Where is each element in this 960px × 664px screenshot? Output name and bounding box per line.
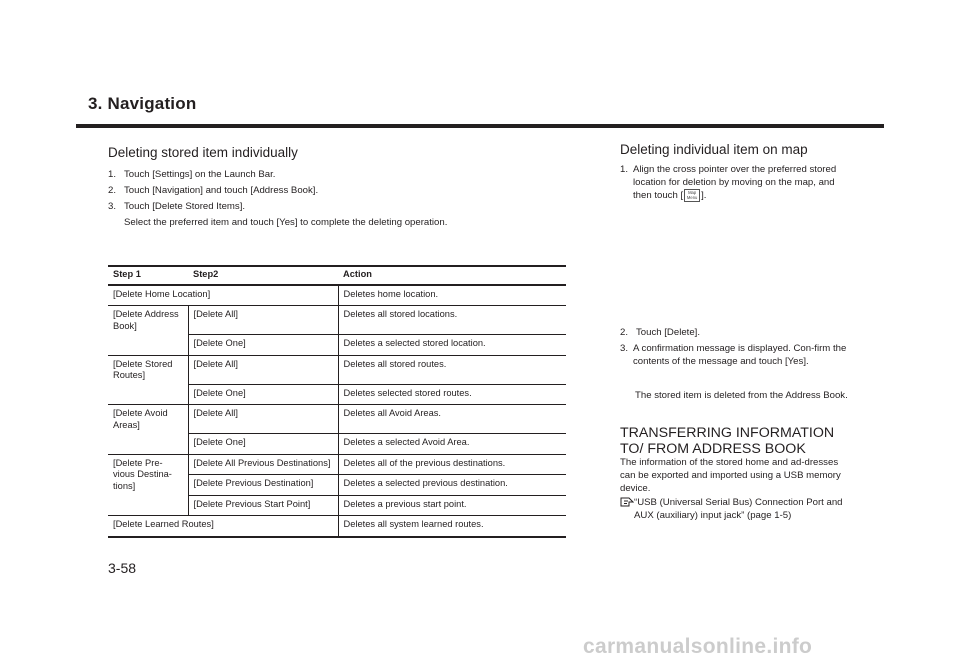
table-cell: [Delete All] [188, 355, 338, 384]
reference-icon [620, 496, 634, 511]
table-cell: [Delete Home Location] [108, 285, 338, 306]
cross-reference [620, 496, 853, 522]
watermark: carmanualsonline.info [583, 635, 813, 658]
table-header-step2: Step2 [188, 266, 338, 285]
table-cell: [Delete All] [188, 405, 338, 434]
table-header-step1: Step 1 [108, 266, 188, 285]
right-section-heading: Deleting individual item on map [620, 142, 808, 157]
table-row [108, 516, 566, 537]
right-step-1-text-b: ]. [701, 190, 707, 202]
cross-reference-text: “USB (Universal Serial Bus) Connection Port and AUX (auxiliary) input jack” (page 1-5) [634, 497, 843, 521]
left-step-1-text: Touch [Settings] on the Launch Bar. [124, 169, 276, 180]
right-step-2-number: 2. [620, 327, 629, 338]
right-step-1 [620, 163, 852, 202]
table-row [108, 405, 566, 434]
table-cell: Deletes all Avoid Areas. [338, 405, 566, 434]
delete-items-table [108, 265, 566, 538]
left-step-3 [108, 200, 245, 213]
table-row [108, 355, 566, 384]
page-number: 3-58 [108, 560, 137, 576]
left-step-1 [108, 168, 275, 181]
map-menu-icon-line-1: Map [688, 190, 697, 195]
table-cell: [Delete Avoid Areas] [108, 405, 188, 455]
table-cell: [Delete All] [188, 306, 338, 335]
left-step-3-text: Touch [Delete Stored Items]. [124, 201, 246, 212]
table-row [108, 454, 566, 475]
reference-icon-svg [620, 496, 634, 507]
transfer-paragraph: The information of the stored home and ad-dresses can be exported and imported using a USB memory device. [620, 457, 841, 494]
table-cell: [Delete Stored Routes] [108, 355, 188, 405]
table-cell: Deletes all stored locations. [338, 306, 566, 335]
table-cell: Deletes all of the previous destinations. [338, 454, 566, 475]
right-step-3-text: A confirmation message is displayed. Con-firm the contents of the message and touch [Yes]. [633, 343, 847, 367]
table-cell: [Delete Previous Destination] [188, 475, 338, 496]
table-cell: [Delete Previous Start Point] [188, 495, 338, 516]
table-header-action: Action [338, 266, 566, 285]
transfer-section-heading: TRANSFERRING INFORMATION TO/ FROM ADDRESS BOOK [620, 425, 835, 457]
table-cell: Deletes all system learned routes. [338, 516, 566, 537]
table-row [108, 306, 566, 335]
right-step-2 [620, 326, 700, 339]
map-menu-icon [684, 189, 700, 202]
chapter-title: 3. Navigation [88, 94, 197, 113]
table-cell: [Delete One] [188, 384, 338, 405]
table-cell: [Delete All Previous Destinations] [188, 454, 338, 475]
table-cell: [Delete One] [188, 335, 338, 356]
table-row [108, 285, 566, 306]
table-cell: [Delete Pre-vious Destina-tions] [108, 454, 188, 516]
right-step-2-text: Touch [Delete]. [636, 327, 700, 338]
right-step-1-text-a: Align the cross pointer over the preferred stored location for deletion by moving on the map, and then touch [ [633, 164, 837, 202]
table-cell: Deletes a selected Avoid Area. [338, 434, 566, 455]
table-cell: [Delete One] [188, 434, 338, 455]
table-cell: Deletes a previous start point. [338, 495, 566, 516]
left-step-3-sub: Select the preferred item and touch [Yes] to complete the deleting operation. [124, 217, 448, 228]
right-step-3-sub: The stored item is deleted from the Address Book. [635, 390, 848, 401]
table-cell: Deletes all stored routes. [338, 355, 566, 384]
left-step-1-number: 1. [108, 169, 117, 180]
left-step-2-text: Touch [Navigation] and touch [Address Book]. [124, 185, 319, 196]
table-cell: [Delete Address Book] [108, 306, 188, 356]
left-step-2-number: 2. [108, 185, 117, 196]
table-cell: Deletes selected stored routes. [338, 384, 566, 405]
table-header-row [108, 266, 566, 285]
left-section-heading: Deleting stored item individually [108, 145, 298, 160]
table-cell: Deletes home location. [338, 285, 566, 306]
table-cell: [Delete Learned Routes] [108, 516, 338, 537]
right-step-1-number: 1. [620, 164, 629, 175]
left-step-2 [108, 184, 318, 197]
table-cell: Deletes a selected stored location. [338, 335, 566, 356]
table-cell: Deletes a selected previous destination. [338, 475, 566, 496]
right-step-3 [620, 342, 852, 368]
left-step-3-number: 3. [108, 201, 117, 212]
map-menu-icon-line-2: Menu [686, 195, 698, 200]
right-step-3-number: 3. [620, 343, 629, 354]
title-rule [76, 124, 884, 128]
